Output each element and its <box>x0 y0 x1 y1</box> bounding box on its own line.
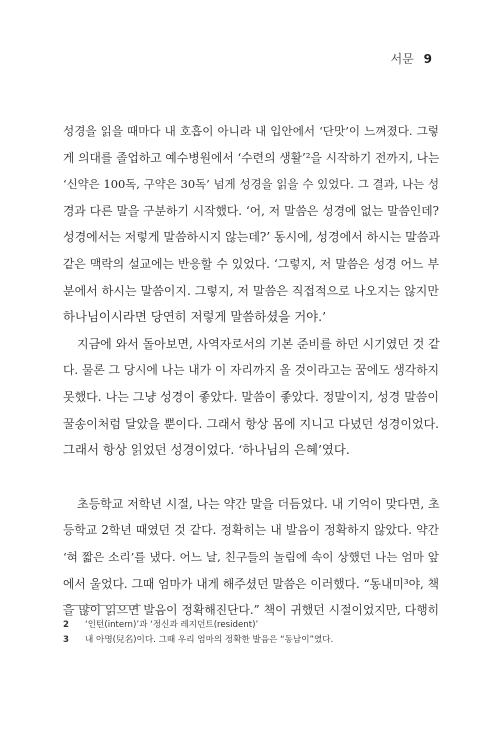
page-number: 9 <box>423 52 432 66</box>
text-line: 초등학교 저학년 시절, 나는 약간 말을 더듬었다. 내 기억이 맞다면, 초 <box>77 496 440 511</box>
text-line: 그래서 항상 읽었던 성경이었다. ‘하나님의 은혜’였다. <box>63 442 350 458</box>
text-line: 같은 맥락의 설교에는 반응할 수 있었다. ‘그렇지, 저 말씀은 성경 어느 부 <box>63 256 439 271</box>
footnote-number: 3 <box>63 635 69 645</box>
body-text <box>63 118 439 624</box>
section-break <box>63 464 439 491</box>
text-line: 경과 다른 말을 구분하기 시작했다. ‘어, 저 말씀은 성경에 없는 말씀인데? <box>63 203 439 218</box>
text-line: 등학교 2학년 때였던 것 같다. 정확히는 내 발음이 정확하지 않았다. 약간 <box>63 523 439 538</box>
footnote-divider <box>63 605 141 606</box>
footnote-number: 2 <box>63 620 69 630</box>
text-line: ‘혀 짧은 소리’를 냈다. 어느 날, 친구들의 놀림에 속이 상했던 나는 엄마 앞 <box>63 549 439 564</box>
paragraph-3 <box>63 491 439 624</box>
text-line: 에서 울었다. 그때 엄마가 내게 해주셨던 말씀은 이러했다. “동내미³야, 책 <box>63 576 439 591</box>
text-line: 을 많이 읽으면 발음이 정확해진단다.” 책이 귀했던 시절이었지만, 다행히 <box>63 603 439 618</box>
footnotes <box>63 618 439 648</box>
running-header <box>391 50 432 67</box>
text-line: 지금에 와서 돌아보면, 사역자로서의 기본 준비를 하던 시기였던 것 같 <box>77 336 440 351</box>
paragraph-1 <box>63 118 439 331</box>
footnote-text: 내 아명(兒名)이다. 그때 우리 엄마의 정확한 발음은 “동남이”였다. <box>85 635 334 645</box>
text-line: 성경을 읽을 때마다 내 호흡이 아니라 내 입안에서 ‘단맛’이 느껴졌다. 그렇 <box>63 124 439 138</box>
text-line: 분에서 하시는 말씀이지. 그렇지, 저 말씀은 직접적으로 나오지는 않지만 <box>63 283 439 298</box>
text-line: 꿀송이처럼 달았을 뿐이다. 그래서 항상 몸에 지니고 다녔던 성경이었다. <box>63 416 439 431</box>
text-line: 게 의대를 졸업하고 예수병원에서 ‘수련의 생활’²을 시작하기 전까지, 나는 <box>63 150 440 165</box>
text-line: 다. 물론 그 당시에 나는 내가 이 자리까지 올 것이라고는 꿈에도 생각하지 <box>63 363 439 378</box>
text-line: 하나님이시라면 당연히 저렇게 말씀하셨을 거야.’ <box>63 309 327 325</box>
text-line: 못했다. 나는 그냥 성경이 좋았다. 말씀이 좋았다. 정말이지, 성경 말씀이 <box>63 389 439 404</box>
text-line: 성경에서는 저렇게 말씀하시지 않는데?’ 동시에, 성경에서 하시는 말씀과 <box>63 230 440 245</box>
paragraph-2 <box>63 331 439 464</box>
footnote-2 <box>63 618 439 633</box>
footnote-3 <box>63 633 439 648</box>
footnote-text: ‘인턴(intern)’과 ‘정신과 레지던트(resident)’ <box>85 620 259 630</box>
text-line: ‘신약은 100독, 구약은 30독’ 넘게 성경을 읽을 수 있었다. 그 결과, 나는 성 <box>63 177 439 192</box>
section-title: 서문 <box>390 52 414 66</box>
